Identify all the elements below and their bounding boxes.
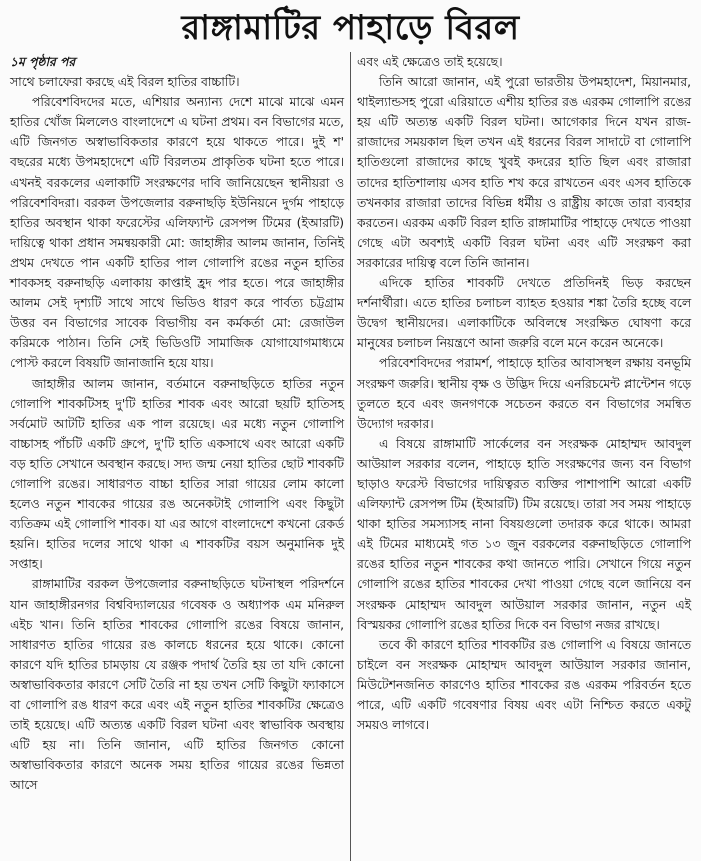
paragraph: এদিকে হাতির শাবকটি দেখতে প্রতিদিনই ভিড় করছেন দর্শনার্থীরা। এতে হাতির চলাচল ব্যাহত হওয়ার শঙ্কা তৈরি হচ্ছে বলে উদ্বেগ স্থানীয়দের। এলাকাটিকে অবিলম্বে সংরক্ষিত ঘোষণা করে মানুষের চলাচল নিয়ন্ত্রণে আনা জরুরি বলে মনে করেন অনেকে। (357, 276, 691, 351)
paragraph: পরিবেশবিদদের পরামর্শ, পাহাড়ে হাতির আবাসস্থল রক্ষায় বনভূমি সংরক্ষণ জরুরি। স্থানীয় বৃক্ষ ও উদ্ভিদ দিয়ে এনরিচমেন্ট প্লান্টেশন গড়ে তুলতে হবে এবং জনগণকে সচেতন করতে বন বিভাগের সমন্বিত উদ্যোগ দরকার। (357, 356, 691, 431)
paragraph: রাঙ্গামাটির বরকল উপজেলার বরুনাছড়িতে ঘটনাস্থল পরিদর্শনে যান জাহাঙ্গীরনগর বিশ্ববিদ্যালয়ের গবেষক ও অধ্যাপক এম মনিরুল এইচ খান। তিনি হাতির শাবকের গোলাপি রঙের বিষয়ে জানান, সাধারণত হাতির গায়ের রঙ কালচে ধরনের হয়ে থাকে। কোনো কারণে যদি হাতির চামড়ায় যে রঞ্জক পদার্থ তৈরি হয় তা যদি কোনো অস্বাভাবিকতার কারণে সেটি তৈরি না হয় তখন সেটি কিছুটা ফ্যাকাসে বা গোলাপি রঙ ধারণ করে এবং এই নতুন হাতির শাবকটির ক্ষেত্রেও তাই হয়েছে। এটি অত্যন্ত একটি বিরল ঘটনা এবং স্বাভাবিক অবস্থায় এটি হয় না। তিনি জানান, এটি হাতির জিনগত কোনো অস্বাভাবিকতার কারণে অনেক সময় হাতির গায়ের রঙের ভিন্নতা আসে (10, 577, 344, 793)
paragraph: তবে কী কারণে হাতির শাবকটির রঙ গোলাপি এ বিষয়ে জানতে চাইলে বন সংরক্ষক মোহাম্মদ আবদুল আউয়াল সরকার জানান, মিউটেশনজনিত কারণেও হাতির শাবকের রঙ এরকম পরিবর্তন হতে পারে, এটি একটি গবেষণার বিষয় এবং এটা নিশ্চিত করতে একটু সময়ও লাগবে। (357, 637, 691, 733)
continuation-label: ১ম পৃষ্ঠার পর (10, 55, 76, 69)
paragraph: তিনি আরো জানান, এই পুরো ভারতীয় উপমহাদেশ, মিয়ানমার, থাইল্যান্ডসহ পুরো এরিয়াতে এশীয় হাতির রঙ এরকম গোলাপি রঙের হয় এটি অত্যন্ত একটি বিরল ঘটনা। আগেকার দিনে যখন রাজ-রাজাদের সময়কাল ছিল তখন এই ধরনের বিরল সাদাটে বা গোলাপি হাতিগুলো রাজাদের কাছে খুবই কদরের হাতি ছিল এবং রাজারা তাদের হাতিশালায় এসব হাতি শখ করে রাখতেন এবং এসব হাতিকে তখনকার রাজারা তাদের বিভিন্ন ধর্মীয় ও রাষ্ট্রীয় কাজে তারা ব্যবহার করতেন। এরকম একটি বিরল হাতি রাঙ্গামাটির পাহাড়ে দেখতে পাওয়া গেছে এটা অবশ্যই একটি বিরল ঘটনা এবং এটি সংরক্ষণ করা সরকারের দায়িত্ব বলে তিনি জানান। (357, 75, 691, 270)
paragraph: সাথে চলাফেরা করছে এই বিরল হাতির বাচ্চাটি। (10, 75, 240, 90)
article-column-right (352, 52, 693, 861)
article-column-left (8, 52, 349, 861)
paragraph: জাহাঙ্গীর আলম জানান, বর্তমানে বরুনাছড়িতে হাতির নতুন গোলাপি শাবকটিসহ দু'টি হাতির শাবক এবং আরো ছয়টি হাতিসহ সর্বমোট আটটি হাতির এক পাল রয়েছে। এর মধ্যে নতুন গোলাপি বাচ্চাসহ পাঁচটি একটি গ্রুপে, দু'টি হাতি একসাথে এবং আরো একটি বড় হাতি সেখানে অবস্থান করছে। সদ্য জন্ম নেয়া হাতির ছোট শাবকটি গোলাপি রঙের। সাধারণত বাচ্চা হাতির সারা গায়ের লোম কালো হলেও নতুন শাবকের গায়ের রঙ অনেকটাই গোলাপি এবং কিছুটা ব্যতিক্রম এই গোলাপি শাবক। যা এর আগে বাংলাদেশে কখনো রেকর্ড হয়নি। হাতির দলের সাথে থাকা এ শাবকটির বয়স অনুমানিক দুই সপ্তাহ। (10, 376, 344, 572)
column-divider (350, 52, 351, 861)
headline: রাঙ্গামাটির পাহাড়ে বিরল (181, 8, 520, 48)
paragraph: পরিবেশবিদদের মতে, এশিয়ার অন্যান্য দেশে মাঝে মাঝে এমন হাতির খোঁজ মিললেও বাংলাদেশে এ ঘটনা প্রথম। বন বিভাগের মতে, এটি জিনগত অস্বাভাবিকতার কারণে হয়ে থাকতে পারে। দুই শ' বছরের মধ্যে উপমহাদেশে এটি বিরলতম প্রাকৃতিক ঘটনা হতে পারে। এখনই বরকলের এলাকাটি সংরক্ষণের দাবি জানিয়েছেন স্থানীয়রা ও পরিবেশবিদরা। বরকল উপজেলার বরুনাছড়ি ইউনিয়নে দুর্গম পাহাড়ে হাতির অবস্থান থাকা ফরেস্টের এলিফ্যান্ট রেসপন্স টিমের (ইআরটি) দায়িত্বে থাকা প্রধান সমন্বয়কারী মো: জাহাঙ্গীর আলম জানান, তিনিই প্রথম দেখতে পান একটি হাতির পাল গোলাপি রঙের নতুন হাতির শাবকসহ বরুনাছড়ি এলাকায় কাপ্তাই হ্রদ পার হতে। পরে জাহাঙ্গীর আলম সেই দৃশ্যটি সাথে সাথে ভিডিও ধারণ করে পার্বত্য চট্টগ্রাম উত্তর বন বিভাগের সাবেক বিভাগীয় বন কর্মকর্তা মো: রেজাউল করিমকে পাঠান। তিনি সেই ভিডিওটি সামাজিক যোগাযোগমাধ্যমে পোস্ট করলে বিষয়টি জানাজানি হয়ে যায়। (10, 95, 344, 371)
article-columns (8, 52, 693, 861)
paragraph: এবং এই ক্ষেত্রেও তাই হয়েছে। (357, 55, 503, 69)
paragraph: এ বিষয়ে রাঙ্গামাটি সার্কেলের বন সংরক্ষক মোহাম্মদ আবদুল আউয়াল সরকার বলেন, পাহাড়ে হাতি সংরক্ষণের জন্য বন বিভাগ ছাড়াও ফরেস্ট বিভাগের দায়িত্বরত ব্যক্তির পাশাপাশি আরো একটি এলিফ্যান্ট রেসপন্স টিম (ইআরটি) টিম রয়েছে। তারা সব সময় পাহাড়ে থাকা হাতির সমস্যাসহ নানা বিষয়গুলো তদারক করে থাকে। আমরা এই টিমের মাধ্যমেই গত ১৩ জুন বরকলের বরুনাছড়িতে গোলাপি রঙের হাতির নতুন শাবকের কথা জানতে পারি। সেখানে গিয়ে নতুন গোলাপি রঙের হাতির শাবকের দেখা পাওয়া গেছে বলে জানিয়ে বন সংরক্ষক মোহাম্মদ আবদুল আউয়াল সরকার জানান, নতুন এই বিস্ময়কর গোলাপি রঙের হাতির দিকে বন বিভাগ নজর রাখছে। (357, 436, 691, 632)
